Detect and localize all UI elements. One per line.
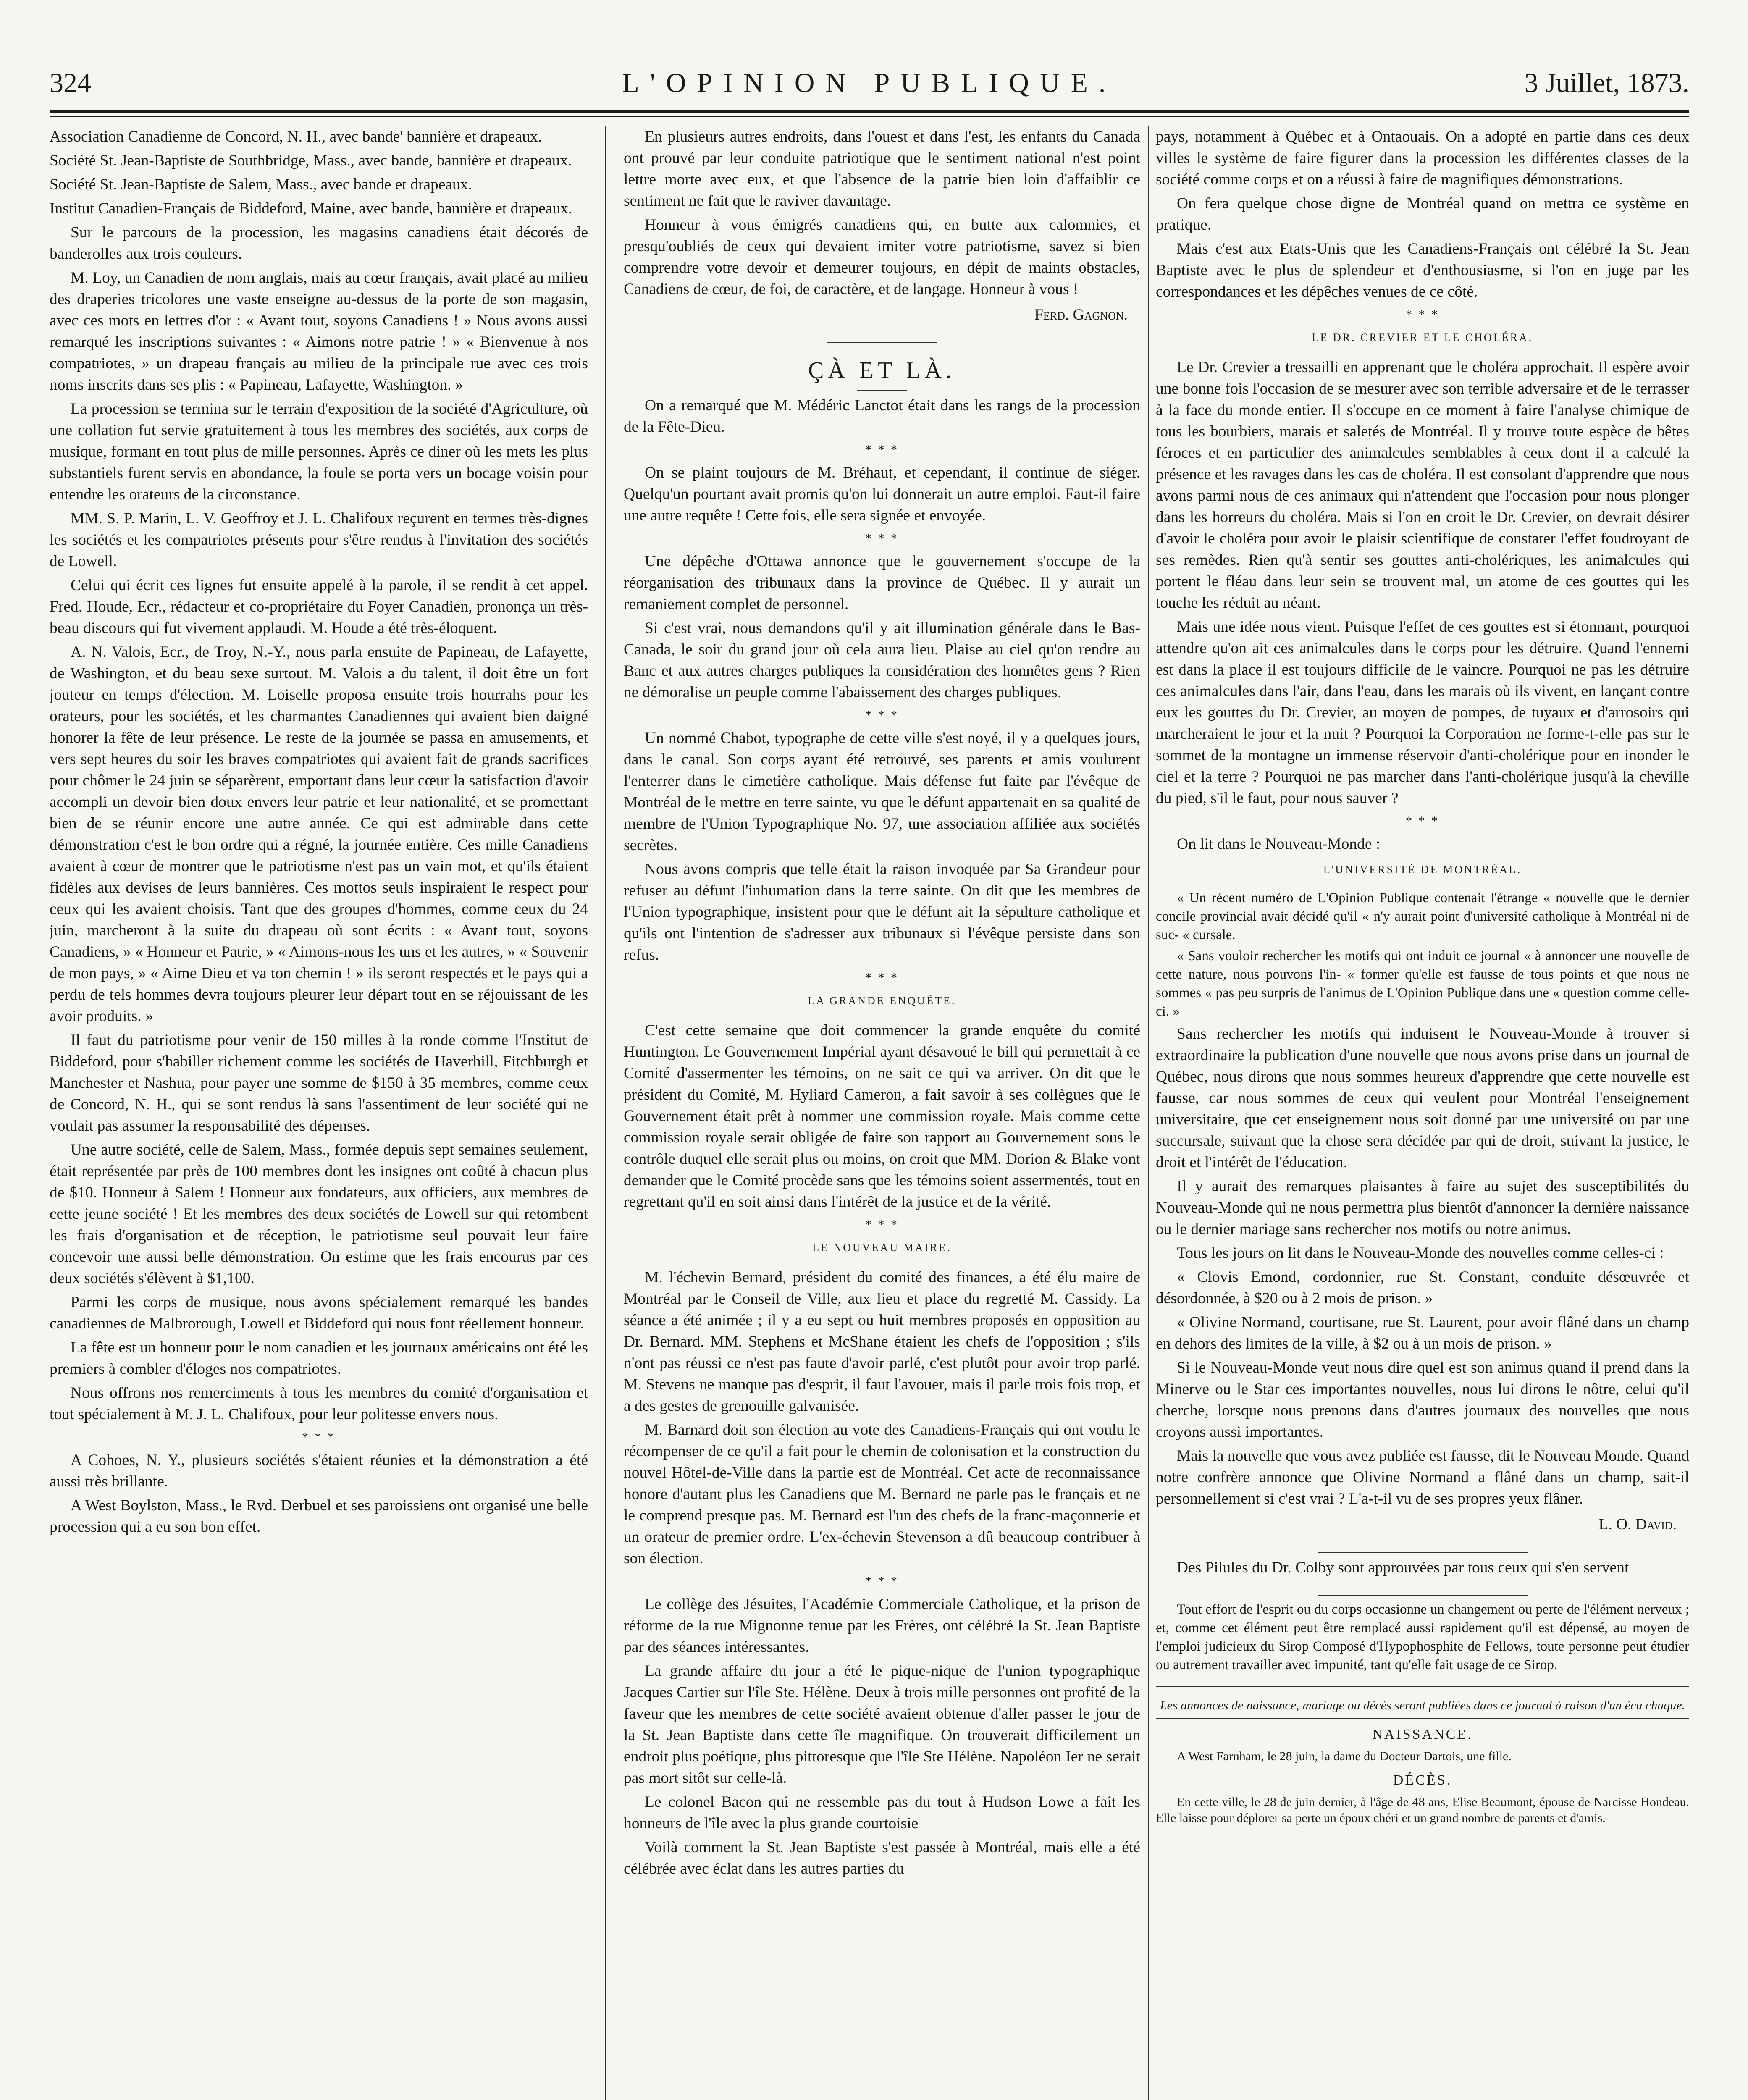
article-paragraph: Si le Nouveau-Monde veut nous dire quel est son animus quand il prend dans la Minerve ou le Star ces importantes nouvelles, nous lui dirons le nôtre, celui qu'il cherche, lorsque nous prenons dans d'autres journaux des nouvelles que nous croyons aussi importantes.	[1156, 1359, 1689, 1441]
article-paragraph: Tous les jours on lit dans le Nouveau-Monde des nouvelles comme celles-ci :	[1177, 1244, 1664, 1262]
article-paragraph: Sans rechercher les motifs qui induisent le Nouveau-Monde à trouver si extraordinaire la publication d'une nouvelle que nous avons prise dans un journal de Québec, nous dirons que nous sommes heureux d'apprendre que cette nouvelle est fausse, car nous sommes de ceux qui veulent pour Montréal l'enseignement universitaire, que cet enseignement nous soit donné par une université ou par une succursale, suivant que la chose sera décidée par qui de droit, suivant la justice, le droit et l'intérêt de l'éducation.	[1156, 1025, 1689, 1171]
article-paragraph: Il y aurait des remarques plaisantes à faire au sujet des susceptibilités du Nouveau-Monde qui ne nous permettra plus bientôt d'annoncer la dernière naissance ou le dernier mariage sans rechercher nos motifs ou notre animus.	[1156, 1178, 1689, 1238]
article-paragraph: « Olivine Normand, courtisane, rue St. Laurent, pour avoir flâné dans un champ en dehors des limites de la ville, à $2 ou à un mois de prison. »	[1156, 1314, 1689, 1352]
author-signature: Ferd. Gagnon.	[1034, 306, 1128, 323]
asterism: * * *	[1406, 814, 1439, 828]
article-paragraph: Mais c'est aux Etats-Unis que les Canadiens-Français ont célébré la St. Jean Baptiste avec le plus de splendeur et d'enthousiasme, si l'on en juge par les correspondances et les dépêches venues de ce côté.	[1156, 240, 1689, 300]
author-signature: L. O. David.	[1598, 1516, 1677, 1533]
asterism: * * *	[865, 971, 899, 984]
article-paragraph: Parmi les corps de musique, nous avons spécialement remarqué les bandes canadiennes de Malbrorough, Lowell et Biddeford qui nous font réellement honneur.	[50, 1294, 588, 1332]
quoted-paragraph: « Un récent numéro de L'Opinion Publique contenait l'étrange « nouvelle que le dernier concile provincial avait décidé qu'il « n'y aurait point d'université catholique à Montréal ni de suc- « cursale.	[1156, 890, 1689, 942]
article-paragraph: Une autre société, celle de Salem, Mass., formée depuis sept semaines seulement, était représentée par près de 100 membres dont les insignes ont coûté à chacun plus de $10. Honneur à Salem ! Honneur aux fondateurs, aux officiers, aux membres de cette jeune société ! Et les membres des deux sociétés de Lowell sur qui retombent les frais d'organisation et de réception, le patriotisme seul pouvait leur faire concevoir une aussi belle démonstration. On estime que les frais encourus par ces deux sociétés s'élèvent à $1,100.	[50, 1141, 588, 1287]
article-paragraph: Mais une idée nous vient. Puisque l'effet de ces gouttes est si étonnant, pourquoi attendre qu'on ait ces animalcules dans le corps pour les détruire. Quand l'ennemi est dans la place il est toujours difficile de le vaincre. Pourquoi ne pas les détruire ces animalcules dans l'air, dans l'eau, dans les marais où ils vivent, en lançant contre eux les gouttes du Dr. Crevier, au moyen de pompes, de tuyaux et d'arrosoirs qui marcheraient le jour et la nuit ? Pourquoi la Corporation ne forme-t-elle pas sur le sommet de la montagne un immense réservoir d'anti-cholérique pour en inonder le ciel et la terre ? Pourquoi ne pas marcher dans l'anti-cholérique jusqu'à la cheville du pied, s'il le faut, pour nous sauver ?	[1156, 618, 1689, 807]
article-paragraph: A. N. Valois, Ecr., de Troy, N.-Y., nous parla ensuite de Papineau, de Lafayette, de Washington, et du beau sexe surtout. M. Valois a du talent, il doit être un fort jouteur en temps d'élection. M. Loiselle proposa ensuite trois hourrahs pour les orateurs, pour les sociétés, et les charmantes Canadiennes qui avaient bien daigné honorer la fête de leur présence. Le reste de la journée se passa en amusements, et vers sept heures du soir les braves compatriotes qui avaient fait de grands sacrifices pour chômer le 24 juin se séparèrent, emportant dans leur cœur la satisfaction d'avoir accompli un devoir bien doux envers leur patrie et leur nationalité, et se promettant bien de se réunir encore une autre année. Ce qui est admirable dans cette démonstration c'est le bon ordre qui a régné, la journée entière. Ces mille Canadiens avaient à cœur de montrer que le patriotisme n'est pas un vain mot, et qu'ils étaient fidèles aux devises de leurs bannières. Ces mottos seuls inspiraient le respect pour ceux qui les avaient choisis. Tant que des groupes d'hommes, comme ceux du 24 juin, marcheront à la suite du drapeau où sont écrits : « Avant tout, soyons Canadiens, » « Honneur et Patrie, » « Aimons-nous les uns et les autres, » « Souvenir de mon pays, » « Aime Dieu et va ton chemin ! » ils seront respectés et le pays qui a perdu de tels hommes devra toujours pleurer leur départ tout en se réjouissant de les avoir produits. »	[50, 643, 588, 1025]
column-divider	[1148, 126, 1149, 2100]
subheading: LE DR. CREVIER ET LE CHOLÉRA.	[1312, 331, 1533, 344]
subheading: LE NOUVEAU MAIRE.	[812, 1242, 952, 1254]
asterism: * * *	[865, 443, 899, 457]
asterism: * * *	[865, 1574, 899, 1588]
advertisement: Tout effort de l'esprit ou du corps occasionne un changement ou perte de l'élément nerveux ; et, comme cet élément peut être remplacé aussi rapidement qu'il est dépensé, au moyen de l'emploi judicieux du Sirop Composé d'Hypophosphite de Fellows, toute personne peut étudier ou autrement travailler avec impunité, tant qu'elle fait usage de ce Sirop.	[1156, 1602, 1689, 1672]
news-item: Le colonel Bacon qui ne ressemble pas du tout à Hudson Lowe a fait les honneurs de l'île avec la plus grande courtoisie	[624, 1793, 1140, 1832]
header-rule-thin	[50, 116, 1689, 117]
section-rule	[1156, 1686, 1689, 1687]
section-rule	[827, 342, 937, 343]
births-heading: NAISSANCE.	[1372, 1727, 1473, 1742]
article-paragraph: En plusieurs autres endroits, dans l'ouest et dans l'est, les enfants du Canada ont prouvé par leur conduite patriotique que le sentiment national n'est point lettre morte avec eux, et que l'absence de la patrie bien loin d'affaiblir ce sentiment ne fait que le raviver davantage.	[624, 128, 1140, 210]
news-item: On se plaint toujours de M. Bréhaut, et cependant, il continue de siéger. Quelqu'un pourtant avait promis qu'on lui donnerait un autre emploi. Faut-il faire une autre requête ! Cette fois, elle sera signée et envoyée.	[624, 464, 1140, 524]
article-paragraph: Nous offrons nos remerciments à tous les membres du comité d'organisation et tout spécialement à M. J. L. Chalifoux, pour leur politesse envers nous.	[50, 1384, 588, 1423]
article-paragraph: M. Loy, un Canadien de nom anglais, mais au cœur français, avait placé au milieu des draperies tricolores une vaste enseigne au-dessus de la porte de son magasin, avec ces mots en lettres d'or : « Avant tout, soyons Canadiens ! » Nous avons aussi remarqué les inscriptions suivantes : « Aimons notre patrie ! » « Bienvenue à nos compatriotes, » un drapeau français au milieu de la principale rue avec ces trois noms inscrits dans ses plis : « Papineau, Lafayette, Washington. »	[50, 269, 588, 394]
society-item: Institut Canadien-Français de Biddeford, Maine, avec bande, bannière et drapeaux.	[50, 200, 572, 217]
section-rule	[857, 390, 907, 391]
news-item: Le collège des Jésuites, l'Académie Commerciale Catholique, et la prison de réforme de la rue Mignonne tenue par les Frères, ont célébré la St. Jean Baptiste par des séances intéressantes.	[624, 1596, 1140, 1656]
asterism: * * *	[865, 531, 899, 545]
asterism: * * *	[1406, 307, 1439, 321]
notice: Les annonces de naissance, mariage ou décès seront publiées dans ce journal à raison d'un écu chaque.	[1160, 1698, 1685, 1712]
article-paragraph: Honneur à vous émigrés canadiens qui, en butte aux calomnies, et presqu'oubliés de ceux qui devaient imiter votre patriotisme, savez si bien comprendre votre devoir et demeurer toujours, en dépit de maints obstacles, Canadiens de cœur, de foi, de caractère, et de langage. Honneur à vous !	[624, 216, 1140, 298]
header-rule	[50, 110, 1689, 113]
article-paragraph: MM. S. P. Marin, L. V. Geoffroy et J. L. Chalifoux reçurent en termes très-dignes les sociétés et les compatriotes présents pour s'être rendus à l'invitation des sociétés de Lowell.	[50, 510, 588, 570]
article-paragraph: Le Dr. Crevier a tressailli en apprenant que le choléra approchait. Il espère avoir une bonne fois l'occasion de se mesurer avec son terrible adversaire et de le terrasser à la face du monde entier. Il s'occupe en ce moment à faire l'analyse chimique de tous les bourbiers, marais et saletés de Montréal. Il y trouve toute espèce de bêtes féroces et en particulier des animalcules semblables à ceux dont il a calculé la présence et les ravages dans les cas de choléra. Il est consolant d'apprendre que nous avons parmi nous de ces animaux qui n'attendent que l'occasion pour nous plonger dans les horreurs du choléra. Mais si l'on en croit le Dr. Crevier, on devrait désirer d'avoir le choléra pour avoir le plaisir scientifique de constater l'effet foudroyant de ses remèdes. Rien qu'à sentir ses gouttes anti-cholériques, les animalcules qui portent le fléau dans leur sein se trouvent mal, un atome de ces gouttes qui les touche les réduit au néant.	[1156, 359, 1689, 612]
article-paragraph: Mais la nouvelle que vous avez publiée est fausse, dit le Nouveau Monde. Quand notre confrère annonce que Olivine Normand a flâné dans un champ, sait-il personnellement si c'est vrai ? L'a-t-il vu de ses propres yeux flâner.	[1156, 1447, 1689, 1507]
news-item: Voilà comment la St. Jean Baptiste s'est passée à Montréal, mais elle a été célébrée avec éclat dans les autres parties du	[624, 1839, 1140, 1877]
society-item: Société St. Jean-Baptiste de Southbridge, Mass., avec bande, bannière et drapeaux.	[50, 152, 572, 169]
subheading: L'UNIVERSITÉ DE MONTRÉAL.	[1323, 864, 1522, 876]
article-paragraph: A West Boylston, Mass., le Rvd. Derbuel et ses paroissiens ont organisé une belle procession qui a eu son bon effet.	[50, 1497, 588, 1536]
article-paragraph: A Cohoes, N. Y., plusieurs sociétés s'étaient réunies et la démonstration a été aussi très brillante.	[50, 1452, 588, 1490]
advertisement: Des Pilules du Dr. Colby sont approuvées par tous ceux qui s'en servent	[1177, 1559, 1629, 1576]
section-rule	[1156, 1718, 1689, 1719]
column-3	[1156, 126, 1689, 2100]
article-paragraph: Il faut du patriotisme pour venir de 150 milles à la ronde comme l'Institut de Biddeford, pour s'habiller richement comme les sociétés de Haverhill, Fitchburgh et Manchester et Nashua, pour payer une somme de $150 à 35 membres, comme ceux de Concord, N. H., qui se sont rendus là sans l'assentiment de leur société qui ne voulait pas assumer la responsabilité des dépenses.	[50, 1032, 588, 1134]
death-notice: En cette ville, le 28 de juin dernier, à l'âge de 48 ans, Elise Beaumont, épouse de Narcisse Hondeau. Elle laisse pour déplorer sa perte un époux chéri et un grand nombre de parents et d'amis.	[1156, 1795, 1689, 1825]
news-item: Nous avons compris que telle était la raison invoquée par Sa Grandeur pour refuser au défunt l'inhumation dans la terre sainte. On dit que les membres de l'Union typographique, insistent pour que le défunt ait la sépulture catholique et qu'ils ont l'intention de s'adresser aux tribunaux si l'évêque persiste dans son refus.	[624, 861, 1140, 963]
news-item: Si c'est vrai, nous demandons qu'il y ait illumination générale dans le Bas-Canada, le soir du grand jour où cela aura lieu. Plaise au ciel qu'on rendre au Banc et aux autres charges publiques la considération des honnêtes gens ? Rien ne démoralise un peuple comme l'abaissement des charges publiques.	[624, 620, 1140, 701]
article-paragraph: « Clovis Emond, cordonnier, rue St. Constant, conduite désœuvrée et désordonnée, à $20 ou à 2 mois de prison. »	[1156, 1268, 1689, 1307]
section-rule	[1318, 1595, 1528, 1596]
issue-date: 3 Juillet, 1873.	[1524, 68, 1689, 98]
society-item: Association Canadienne de Concord, N. H., avec bande' bannière et drapeaux.	[50, 128, 542, 145]
asterism: * * *	[865, 708, 899, 722]
news-item: Une dépêche d'Ottawa annonce que le gouvernement s'occupe de la réorganisation des tribunaux dans la province de Québec. Il y aurait un remaniement complet de personnel.	[624, 553, 1140, 613]
newspaper-title: L'OPINION PUBLIQUE.	[622, 68, 1117, 98]
article-paragraph: pays, notamment à Québec et à Ontaouais. On a adopté en partie dans ces deux villes le système de faire figurer dans la procession les différentes classes de la société comme corps et on a réussi à faire de magnifiques démonstrations.	[1156, 128, 1689, 188]
society-item: Société St. Jean-Baptiste de Salem, Mass., avec bande et drapeaux.	[50, 176, 472, 193]
page-header	[50, 67, 1689, 113]
section-heading: ÇÀ ET LÀ.	[808, 357, 956, 383]
column-2	[624, 126, 1140, 2100]
column-divider	[605, 126, 606, 2100]
page-number: 324	[50, 68, 91, 98]
subheading: LA GRANDE ENQUÊTE.	[808, 995, 956, 1007]
news-item: C'est cette semaine que doit commencer la grande enquête du comité Huntington. Le Gouvernement Impérial ayant désavoué le bill qui permettait à ce Comité d'assermenter les témoins, on ne sait ce qui va arriver. On dit que le président du Comité, M. Hyliard Cameron, a fait savoir à ses collègues que le Gouvernement était prêt à nommer une commission royale. Mais comme cette commission royale serait obligée de faire son rapport au Gouvernement sous le contrôle duquel elle serait plus ou moins, on croit que MM. Dorion & Blake vont demander que le Comité procède sans que les témoins soient assermentés, tout en regrettant qu'il en soit ainsi dans l'intérêt de la justice et de la vérité.	[624, 1022, 1140, 1210]
article-paragraph: Sur le parcours de la procession, les magasins canadiens était décorés de banderolles aux trois couleurs.	[50, 224, 588, 262]
column-1	[50, 126, 588, 2100]
news-item: M. Barnard doit son élection au vote des Canadiens-Français qui ont voulu le récompenser de ce qu'il a fait pour le chemin de colonisation et la construction du nouvel Hôtel-de-Ville dans la partie est de Montréal. Cet acte de reconnaissance honore d'autant plus les Canadiens que M. Bernard ne parle pas le français et ne le comprend presque pas. M. Bernard est l'un des chefs de la franc-maçonnerie et un orateur de premier ordre. L'ex-échevin Stevenson a dû beaucoup contribuer à son élection.	[624, 1421, 1140, 1567]
quoted-paragraph: « Sans vouloir rechercher les motifs qui ont induit ce journal « à annoncer une nouvelle de cette nature, nous pouvons l'in- « former qu'elle est fausse de tous points et que nous ne sommes « pas peu surpris de l'animus de L'Opinion Publique dans une « question comme celle-ci. »	[1156, 948, 1689, 1019]
article-paragraph: Celui qui écrit ces lignes fut ensuite appelé à la parole, il se rendit à cet appel. Fred. Houde, Ecr., rédacteur et co-propriétaire du Foyer Canadien, prononça un très-beau discours qui fut vivement applaudi. M. Houde a été très-éloquent.	[50, 577, 588, 637]
article-paragraph: La fête est un honneur pour le nom canadien et les journaux américains ont été les premiers à combler d'éloges nos compatriotes.	[50, 1339, 588, 1378]
section-rule	[1318, 1552, 1528, 1553]
article-paragraph: On lit dans le Nouveau-Monde :	[1177, 835, 1381, 853]
article-paragraph: La procession se termina sur le terrain d'exposition de la société d'Agriculture, où une collation fut servie gratuitement à tous les membres des sociétés, aux corps de musique, formant en tout plus de mille personnes. Après ce diner où les mets les plus substantiels furent servis en abondance, la foule se porta vers un bocage voisin pour entendre les orateurs de la circonstance.	[50, 400, 588, 503]
asterism: * * *	[302, 1430, 336, 1444]
deaths-heading: DÉCÈS.	[1393, 1772, 1452, 1788]
news-item: Un nommé Chabot, typographe de cette ville s'est noyé, il y a quelques jours, dans le canal. Son corps ayant été retrouvé, ses parents et amis voulurent l'enterrer dans le cimetière catholique. Mais défense fut faite par l'évêque de Montréal de le mettre en terre sainte, vu que le défunt appartenait en sa qualité de membre de l'Union Typographique No. 97, une association affiliée aux sociétés secrètes.	[624, 730, 1140, 854]
news-item: M. l'échevin Bernard, président du comité des finances, a été élu maire de Montréal par le Conseil de Ville, aux lieu et place du regretté M. Cassidy. La séance a été animée ; il y a eu sept ou huit membres proposés en opposition au Dr. Bernard. MM. Stephens et McShane étaient les chefs de l'opposition ; s'ils n'ont pas réussi ce n'est pas faute d'avoir parlé, c'est plutôt pour avoir trop parlé. M. Stevens ne manque pas d'esprit, il faut l'avouer, mais il parle trois fois trop, et a des gestes de grenouille galvanisée.	[624, 1269, 1140, 1415]
birth-notice: A West Farnham, le 28 juin, la dame du Docteur Dartois, une fille.	[1177, 1749, 1512, 1763]
news-item: La grande affaire du jour a été le pique-nique de l'union typographique Jacques Cartier sur l'île Ste. Hélène. Deux à trois mille personnes ont profité de la faveur que les membres de cette société avaient obtenue d'aller passer le jour de la St. Jean Baptiste dans cette île magnifique. On trouverait difficilement un endroit plus poétique, plus pittoresque que l'île Ste Hélène. Napoléon Ier ne serait pas mort sitôt sur celle-là.	[624, 1662, 1140, 1787]
news-item: On a remarqué que M. Médéric Lanctot était dans les rangs de la procession de la Fête-Dieu.	[624, 397, 1140, 436]
asterism: * * *	[865, 1218, 899, 1231]
article-paragraph: On fera quelque chose digne de Montréal quand on mettra ce système en pratique.	[1156, 195, 1689, 234]
